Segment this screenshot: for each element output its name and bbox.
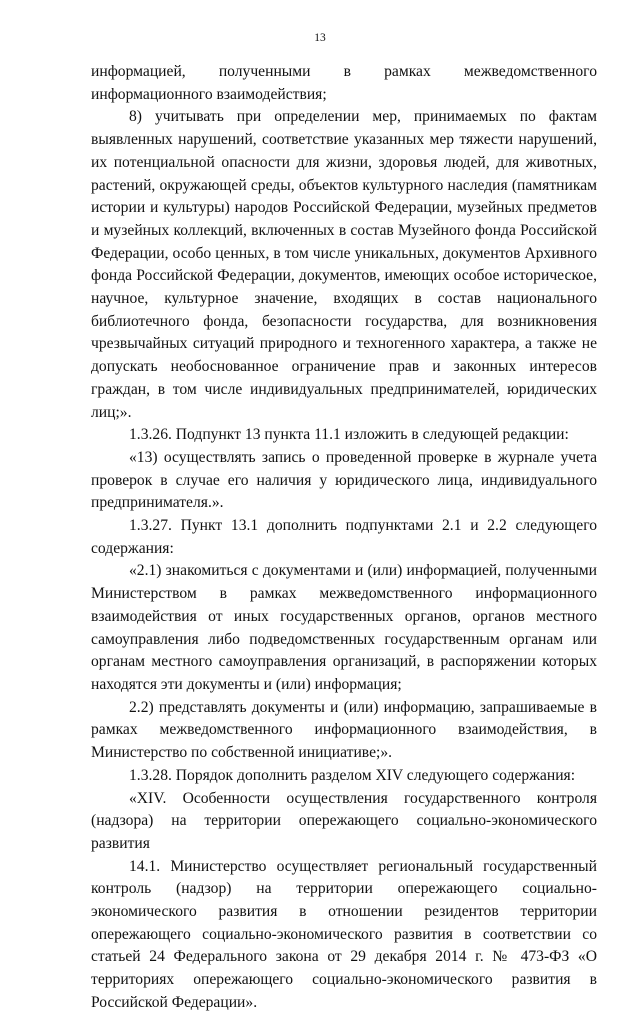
paragraph-item-2-2: 2.2) представлять документы и (или) информацию, запрашиваемые в рамках межведомственного информационного взаимодействия, в Министерство по собственной инициативе;». bbox=[91, 698, 597, 762]
section-heading-xiv: «XIV. Особенности осуществления государственного контроля (надзора) на территории опережающего социально-экономического развития bbox=[91, 789, 597, 852]
paragraph-14-1: 14.1. Министерство осуществляет региональный государственный контроль (надзор) на территории опережающего социально-экономического развития в отношении резидентов территории опережающего социально-экономического развития в соответствии со статьей 24 Федерального закона от 29 декабря 2014 г. № 473-ФЗ «О территориях опережающего социально-экономического развития в Российской Федерации». bbox=[91, 857, 597, 1011]
paragraph-1-3-28: 1.3.28. Порядок дополнить разделом XIV следующего содержания: bbox=[129, 766, 576, 784]
paragraph-item-13: «13) осуществлять запись о проведенной проверке в журнале учета проверок в случае его наличия у юридического лица, индивидуального предпринимателя.». bbox=[91, 448, 597, 512]
paragraph-1-3-27: 1.3.27. Пункт 13.1 дополнить подпунктами 2.1 и 2.2 следующего содержания: bbox=[91, 517, 597, 557]
document-body bbox=[91, 61, 597, 1015]
page-number: 13 bbox=[314, 32, 326, 44]
paragraph-continuation: информацией, полученными в рамках межведомственного информационного взаимодействия; bbox=[91, 63, 597, 103]
paragraph-item-8: 8) учитывать при определении мер, принимаемых по фактам выявленных нарушений, соответствие указанных мер тяжести нарушений, их потенциальной опасности для жизни, здоровья людей, для животных, растений, окружающей среды, объектов культурного наследия (памятникам истории и культуры) народов Российской Федерации, музейных предметов и музейных коллекций, включенных в состав Музейного фонда Российской Федерации, особо ценных, в том числе уникальных, документов Архивного фонда Российской Федерации, документов, имеющих особое историческое, научное, культурное значение, входящих в состав национального библиотечного фонда, безопасности государства, для возникновения чрезвычайных ситуаций природного и техногенного характера, а также не допускать необоснованное ограничение прав и законных интересов граждан, в том числе индивидуальных предпринимателей, юридических лиц;». bbox=[91, 108, 597, 421]
paragraph-item-2-1: «2.1) знакомиться с документами и (или) информацией, полученными Министерством в рамках межведомственного информационного взаимодействия от иных государственных органов, органов местного самоуправления либо подведомственных государственным органам или органам местного самоуправления организаций, в распоряжении которых находятся эти документы и (или) информация; bbox=[91, 562, 597, 693]
paragraph-1-3-26: 1.3.26. Подпункт 13 пункта 11.1 изложить в следующей редакции: bbox=[129, 426, 569, 444]
